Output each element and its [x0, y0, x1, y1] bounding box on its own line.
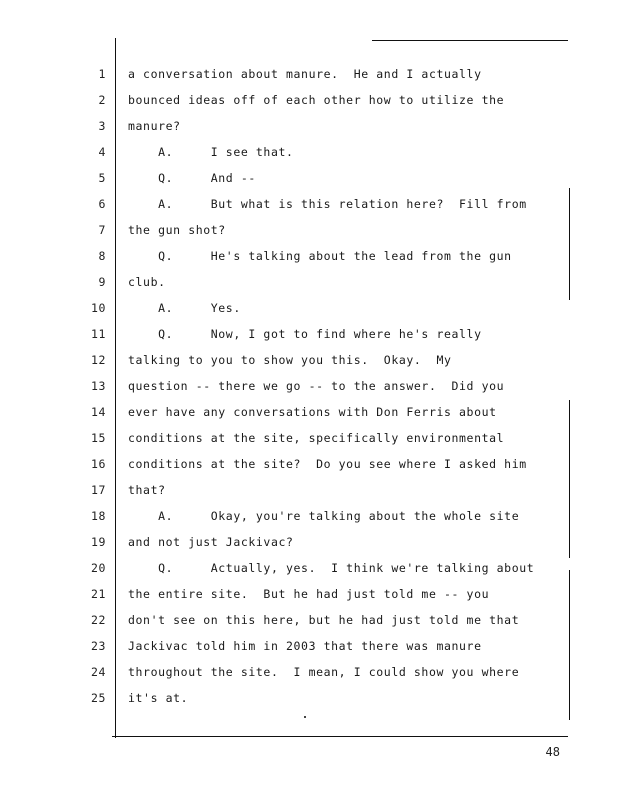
- transcript-line: [0, 506, 618, 526]
- line-text: conditions at the site? Do you see where I asked him: [128, 457, 527, 471]
- line-text: manure?: [128, 119, 181, 133]
- page-number: 48: [545, 745, 560, 759]
- line-number: 25: [90, 691, 106, 705]
- line-number: 3: [98, 119, 106, 133]
- line-text: it's at.: [128, 691, 189, 705]
- line-number: 17: [90, 483, 106, 497]
- line-text: don't see on this here, but he had just told me that: [128, 613, 520, 627]
- line-text: Q. He's talking about the lead from the gun: [128, 249, 512, 263]
- line-text: A. I see that.: [128, 145, 294, 159]
- line-number: 8: [98, 249, 106, 263]
- line-number: 14: [90, 405, 106, 419]
- transcript-line: [0, 64, 618, 84]
- line-text: A. Okay, you're talking about the whole site: [128, 509, 520, 523]
- transcript-line: [0, 688, 618, 708]
- line-text: a conversation about manure. He and I actually: [128, 67, 482, 81]
- line-number: 22: [90, 613, 106, 627]
- transcript-line: [0, 376, 618, 396]
- line-number: 4: [98, 145, 106, 159]
- speck: [304, 716, 306, 718]
- line-number: 19: [90, 535, 106, 549]
- line-number: 7: [98, 223, 106, 237]
- line-text: that?: [128, 483, 166, 497]
- top-rule: [372, 40, 568, 41]
- transcript-line: [0, 194, 618, 214]
- line-text: throughout the site. I mean, I could show you where: [128, 665, 520, 679]
- line-number: 6: [98, 197, 106, 211]
- line-number: 24: [90, 665, 106, 679]
- transcript-line: [0, 454, 618, 474]
- line-text: ever have any conversations with Don Ferris about: [128, 405, 497, 419]
- transcript-line: [0, 402, 618, 422]
- transcript-line: [0, 350, 618, 370]
- transcript-line: [0, 324, 618, 344]
- line-text: Jackivac told him in 2003 that there was manure: [128, 639, 482, 653]
- transcript-line: [0, 116, 618, 136]
- line-text: question -- there we go -- to the answer. Did you: [128, 379, 505, 393]
- line-number: 5: [98, 171, 106, 185]
- transcript-line: [0, 220, 618, 240]
- line-text: the entire site. But he had just told me -- you: [128, 587, 490, 601]
- line-number: 9: [98, 275, 106, 289]
- transcript-line: [0, 298, 618, 318]
- transcript-line: [0, 610, 618, 630]
- line-text: Q. And --: [128, 171, 256, 185]
- line-number: 20: [90, 561, 106, 575]
- line-number: 1: [98, 67, 106, 81]
- transcript-line: [0, 90, 618, 110]
- line-number: 10: [90, 301, 106, 315]
- line-number: 15: [90, 431, 106, 445]
- line-text: conditions at the site, specifically environmental: [128, 431, 505, 445]
- line-text: Q. Now, I got to find where he's really: [128, 327, 482, 341]
- line-number: 23: [90, 639, 106, 653]
- line-text: A. But what is this relation here? Fill from: [128, 197, 527, 211]
- bottom-rule: [112, 736, 568, 737]
- transcript-line: [0, 142, 618, 162]
- line-number: 18: [90, 509, 106, 523]
- line-text: Q. Actually, yes. I think we're talking about: [128, 561, 535, 575]
- line-text: A. Yes.: [128, 301, 241, 315]
- transcript-line: [0, 428, 618, 448]
- line-number: 16: [90, 457, 106, 471]
- line-text: club.: [128, 275, 166, 289]
- line-number: 12: [90, 353, 106, 367]
- line-text: talking to you to show you this. Okay. My: [128, 353, 452, 367]
- transcript-line: [0, 272, 618, 292]
- line-number: 21: [90, 587, 106, 601]
- transcript-line: [0, 558, 618, 578]
- transcript-line: [0, 662, 618, 682]
- transcript-line: [0, 246, 618, 266]
- transcript-line: [0, 636, 618, 656]
- transcript-line: [0, 480, 618, 500]
- line-text: the gun shot?: [128, 223, 226, 237]
- line-text: bounced ideas off of each other how to utilize the: [128, 93, 505, 107]
- line-number: 13: [90, 379, 106, 393]
- transcript-line: [0, 584, 618, 604]
- line-text: and not just Jackivac?: [128, 535, 294, 549]
- line-number: 11: [90, 327, 106, 341]
- transcript-line: [0, 168, 618, 188]
- transcript-line: [0, 532, 618, 552]
- line-number: 2: [98, 93, 106, 107]
